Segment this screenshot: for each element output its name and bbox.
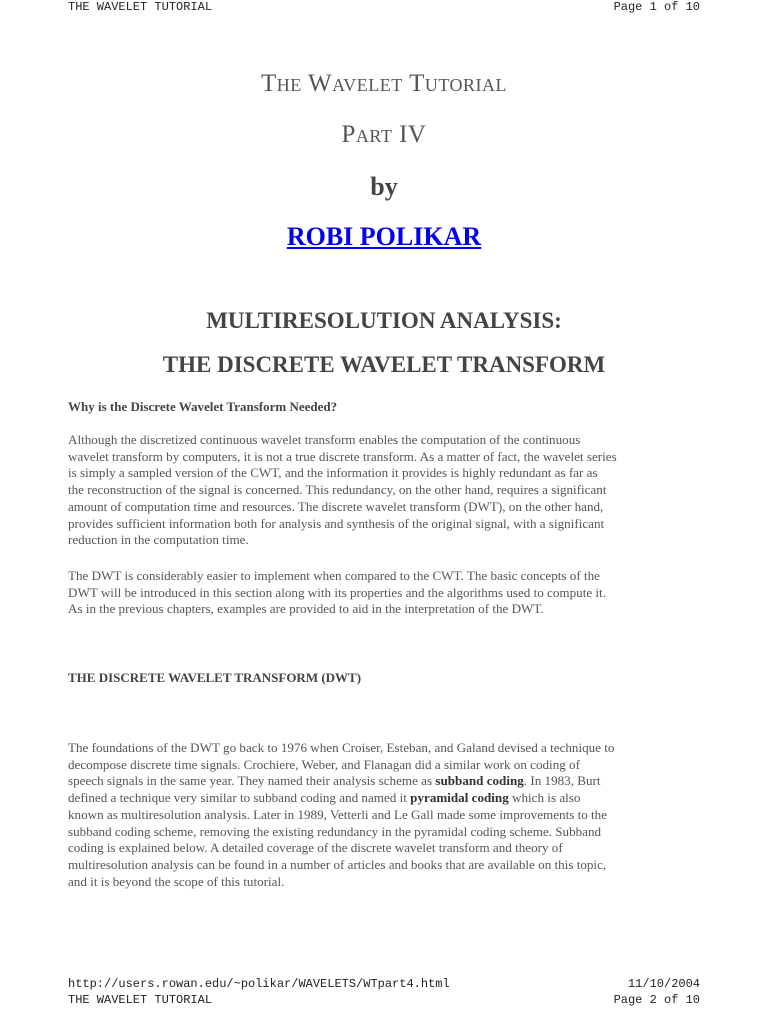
main-heading-line2: THE DISCRETE WAVELET TRANSFORM — [162, 352, 606, 377]
paragraph-line: is simply a sampled version of the CWT, and the information it provides is highly redundant as far as — [68, 465, 598, 481]
paragraph-line: The foundations of the DWT go back to 1976 when Croiser, Esteban, and Galand devised a technique to — [68, 740, 615, 755]
tutorial-title: The Wavelet Tutorial — [260, 70, 508, 97]
paragraph-text: defined a technique very similar to subband coding and named it — [68, 790, 411, 806]
part-title: Part IV — [341, 121, 427, 148]
paragraph-line: DWT will be introduced in this section along with its properties and the algorithms used to compute it. — [68, 584, 606, 600]
paragraph-line — [68, 790, 708, 807]
section-question: Why is the Discrete Wavelet Transform Needed? — [68, 399, 338, 414]
paragraph-line: Although the discretized continuous wavelet transform enables the computation of the continuous — [68, 432, 581, 447]
paragraph-line: provides sufficient information both for analysis and synthesis of the original signal, with a significant — [68, 515, 605, 531]
paragraph-line — [68, 773, 708, 790]
paragraph-dwt-intro — [68, 568, 708, 618]
paragraph-text: which is also — [508, 790, 581, 806]
by-label: by — [370, 172, 398, 201]
term-pyramidal-coding: pyramidal coding — [410, 790, 509, 806]
page-header-number: Page 1 of 10 — [613, 0, 700, 14]
page-header-title-2: THE WAVELET TUTORIAL — [68, 993, 213, 1007]
paragraph-line: and it is beyond the scope of this tutorial. — [68, 873, 285, 889]
paragraph-dwt-history — [68, 740, 708, 890]
paragraph-line: decompose discrete time signals. Crochiere, Weber, and Flanagan did a similar work on coding of — [68, 756, 580, 772]
paragraph-line: As in the previous chapters, examples are provided to aid in the interpretation of the DWT. — [68, 601, 544, 617]
paragraph-line: subband coding scheme, removing the existing redundancy in the pyramidal coding scheme. Subband — [68, 823, 602, 839]
paragraph-line: the reconstruction of the signal is concerned. This redundancy, on the other hand, requires a significant — [68, 482, 607, 498]
section-heading-dwt: THE DISCRETE WAVELET TRANSFORM (DWT) — [68, 670, 362, 685]
main-heading-line1: MULTIRESOLUTION ANALYSIS: — [206, 308, 562, 333]
paragraph-line: wavelet transform by computers, it is not a true discrete transform. As a matter of fact, the wavelet series — [68, 448, 617, 464]
paragraph-line: multiresolution analysis can be found in a number of articles and books that are available on this topic, — [68, 856, 607, 872]
author-link[interactable]: ROBI POLIKAR — [286, 222, 482, 251]
paragraph-line: amount of computation time and resources. The discrete wavelet transform (DWT), on the other hand, — [68, 498, 604, 514]
term-subband-coding: subband coding — [435, 773, 524, 789]
paragraph-line: reduction in the computation time. — [68, 532, 249, 548]
paragraph-text: . In 1983, Burt — [523, 773, 601, 789]
paragraph-line: known as multiresolution analysis. Later in 1989, Vetterli and Le Gall made some improvements to the — [68, 806, 608, 822]
footer-url[interactable]: http://users.rowan.edu/~polikar/WAVELETS/WTpart4.html — [68, 977, 450, 991]
paragraph-line: The DWT is considerably easier to implement when compared to the CWT. The basic concepts of the — [68, 568, 600, 583]
author-wrapper — [0, 222, 768, 252]
page-header-title: THE WAVELET TUTORIAL — [68, 0, 213, 14]
paragraph-line: coding is explained below. A detailed coverage of the discrete wavelet transform and theory of — [68, 840, 563, 856]
paragraph-intro — [68, 432, 708, 549]
page-number-2: Page 2 of 10 — [613, 993, 700, 1007]
footer-date: 11/10/2004 — [627, 977, 700, 991]
paragraph-text: speech signals in the same year. They named their analysis scheme as — [68, 773, 436, 789]
